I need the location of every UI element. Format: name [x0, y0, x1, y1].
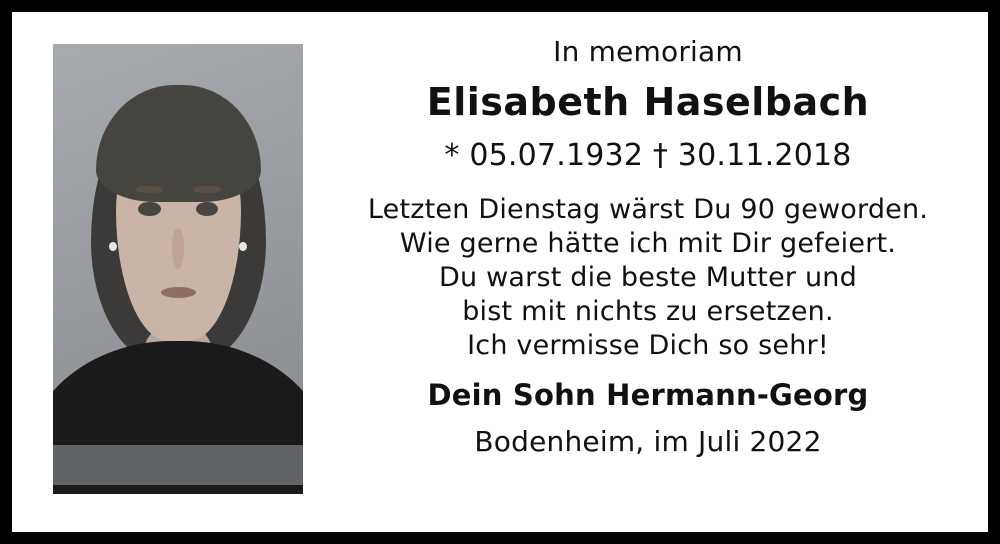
- verse-line: Du warst die beste Mutter und: [439, 261, 857, 293]
- deceased-name: Elisabeth Haselbach: [426, 80, 870, 125]
- portrait-container: [12, 12, 344, 494]
- verse-line: Wie gerne hätte ich mit Dir gefeiert.: [399, 227, 897, 259]
- mouth-shape: [161, 287, 196, 298]
- eye-left-shape: [138, 202, 161, 216]
- eyebrow-left-shape: [136, 186, 164, 194]
- memorial-verse: [344, 193, 952, 363]
- birth-death-dates: * 05.07.1932 † 30.11.2018: [444, 138, 852, 174]
- place-and-date: Bodenheim, im Juli 2022: [474, 424, 822, 458]
- verse-line: Letzten Dienstag wärst Du 90 geworden.: [367, 193, 929, 225]
- notice-card: [12, 12, 988, 532]
- in-memoriam-heading: In memoriam: [553, 35, 743, 68]
- earring-right-shape: [239, 242, 247, 251]
- verse-line: Ich vermisse Dich so sehr!: [467, 330, 829, 361]
- verse-line: bist mit nichts zu ersetzen.: [462, 295, 834, 327]
- signer-name: Dein Sohn Hermann-Georg: [427, 378, 869, 413]
- eyebrow-right-shape: [193, 186, 221, 194]
- earring-left-shape: [109, 242, 117, 251]
- eye-right-shape: [196, 202, 219, 216]
- portrait-photo: [53, 44, 303, 494]
- notice-text-column: [344, 12, 988, 459]
- sweater-stripe-shape: [53, 445, 303, 486]
